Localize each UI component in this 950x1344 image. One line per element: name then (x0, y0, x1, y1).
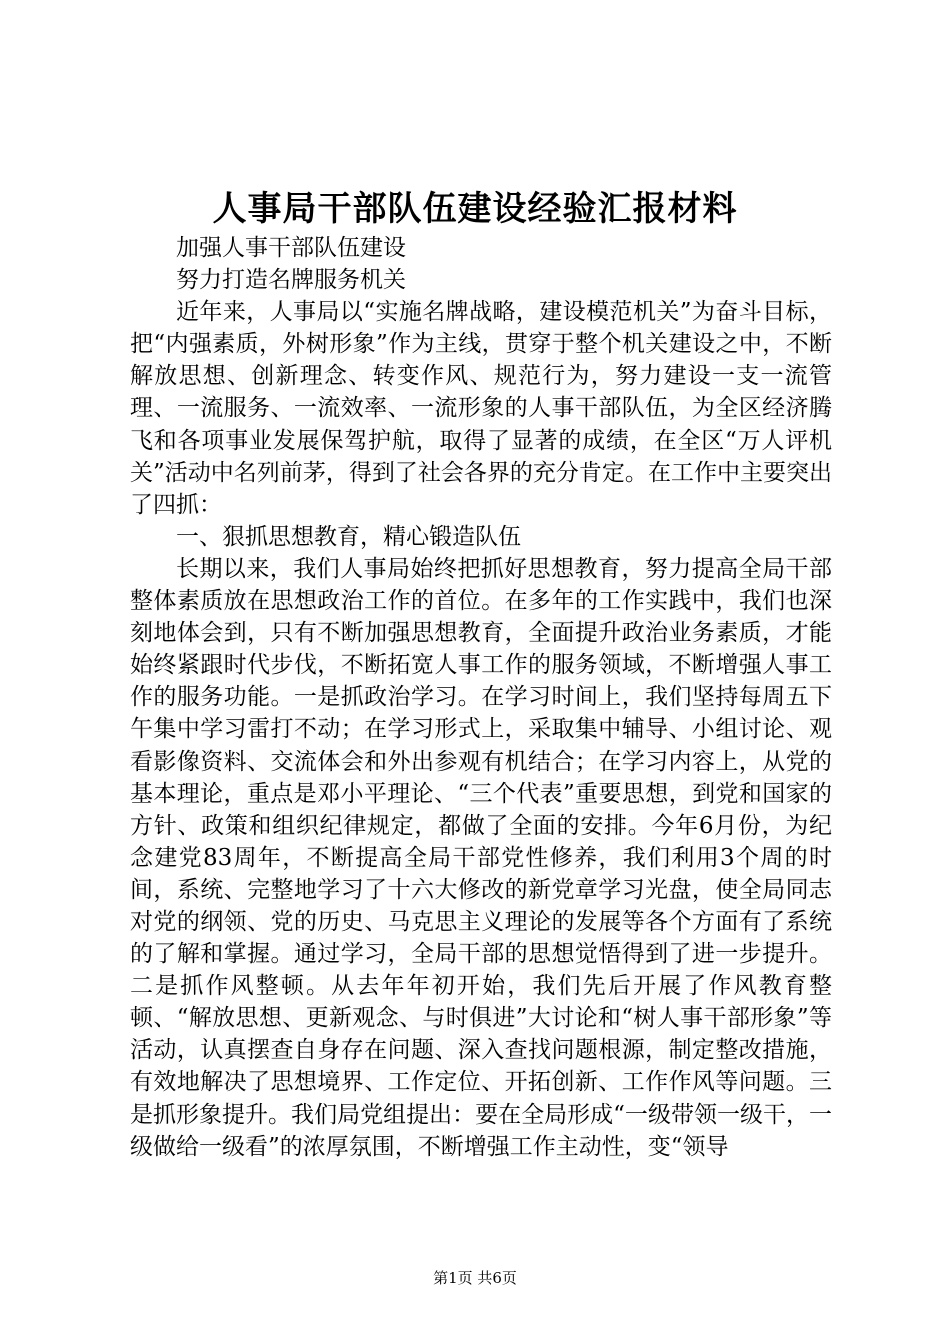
section-1-paragraph: 长期以来，我们人事局始终把抓好思想教育，努力提高全局干部整体素质放在思想政治工作的首位。在多年的工作实践中，我们也深刻地体会到，只有不断加强思想教育，全面提升政治业务素质，才能始终紧跟时代步伐，不断拓宽人事工作的服务领域，不断增强人事工作的服务功能。一是抓政治学习。在学习时间上，我们坚持每周五下午集中学习雷打不动；在学习形式上，采取集中辅导、小组讨论、观看影像资料、交流体会和外出参观有机结合；在学习内容上，从党的基本理论，重点是邓小平理论、“三个代表”重要思想，到党和国家的方针、政策和组织纪律规定，都做了全面的安排。今年6月份，为纪念建党83周年，不断提高全局干部党性修养，我们利用3个周的时间，系统、完整地学习了十六大修改的新党章学习光盘，使全局同志对党的纲领、党的历史、马克思主义理论的发展等各个方面有了系统的了解和掌握。通过学习，全局干部的思想觉悟得到了进一步提升。二是抓作风整顿。从去年年初开始，我们先后开展了作风教育整顿、“解放思想、更新观念、与时俱进”大讨论和“树人事干部形象”等活动，认真摆查自身存在问题、深入查找问题根源，制定整改措施，有效地解决了思想境界、工作定位、开拓创新、工作作风等问题。三是抓形象提升。我们局党组提出：要在全局形成“一级带领一级干，一级做给一级看”的浓厚氛围，不断增强工作主动性，变“领导 (130, 555, 832, 1160)
subtitle-line-1: 加强人事干部队伍建设 (176, 235, 406, 261)
page-footer: 第1页 共6页 (433, 1269, 517, 1287)
section-heading-1: 一、狠抓思想教育，精心锻造队伍 (176, 523, 521, 550)
subtitle-line-2: 努力打造名牌服务机关 (176, 267, 406, 294)
document-body (130, 232, 832, 1163)
document-title: 人事局干部队伍建设经验汇报材料 (212, 189, 738, 229)
intro-paragraph: 近年来，人事局以“实施名牌战略，建设模范机关”为奋斗目标，把“内强素质，外树形象”作为主线，贯穿于整个机关建设之中，不断解放思想、创新理念、转变作风、规范行为，努力建设一支一流管理、一流服务、一流效率、一流形象的人事干部队伍，为全区经济腾飞和各项事业发展保驾护航，取得了显著的成绩，在全区“万人评机关”活动中名列前茅，得到了社会各界的充分肯定。在工作中主要突出了四抓： (130, 299, 832, 518)
